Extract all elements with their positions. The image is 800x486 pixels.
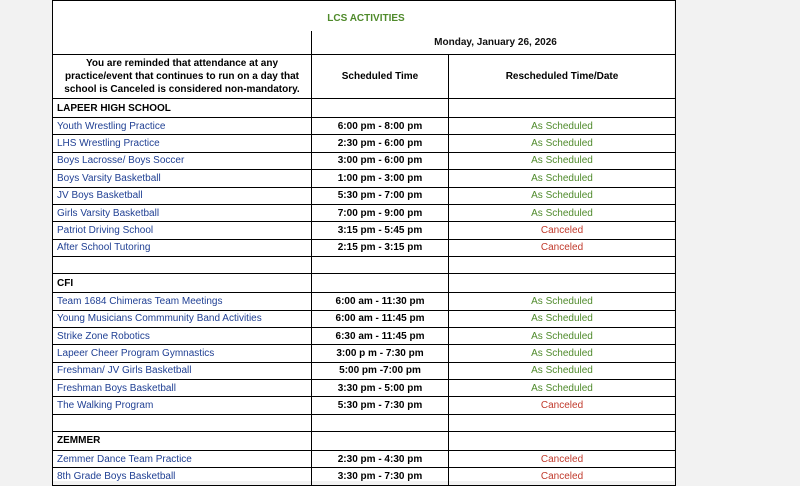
status-scheduled: As Scheduled [449, 204, 676, 221]
scheduled-time: 5:30 pm - 7:00 pm [312, 187, 449, 204]
status-scheduled: As Scheduled [449, 345, 676, 362]
blank-cell [312, 274, 449, 293]
section-header-row [53, 274, 676, 293]
column-header-scheduled: Scheduled Time [312, 55, 449, 99]
activity-name: Boys Lacrosse/ Boys Soccer [53, 152, 312, 169]
scheduled-time: 2:30 pm - 4:30 pm [312, 450, 449, 467]
section-title: ZEMMER [53, 431, 312, 450]
activity-name: Zemmer Dance Team Practice [53, 450, 312, 467]
status-scheduled: As Scheduled [449, 135, 676, 152]
status-canceled: Canceled [449, 239, 676, 256]
scheduled-time: 6:30 am - 11:45 pm [312, 327, 449, 344]
activity-name: Lapeer Cheer Program Gymnastics [53, 345, 312, 362]
activity-name: Team 1684 Chimeras Team Meetings [53, 293, 312, 310]
blank-cell [53, 31, 312, 55]
scheduled-time: 3:00 pm - 6:00 pm [312, 152, 449, 169]
blank-cell [53, 257, 312, 274]
scheduled-time: 6:00 am - 11:45 pm [312, 310, 449, 327]
spacer-row [53, 257, 676, 274]
scheduled-time: 2:30 pm - 6:00 pm [312, 135, 449, 152]
status-scheduled: As Scheduled [449, 380, 676, 397]
blank-cell [312, 257, 449, 274]
date-row [53, 31, 676, 55]
scheduled-time: 6:00 am - 11:30 pm [312, 293, 449, 310]
blank-cell [312, 414, 449, 431]
blank-cell [312, 99, 449, 118]
blank-cell [449, 99, 676, 118]
scheduled-time: 6:00 pm - 8:00 pm [312, 118, 449, 135]
scheduled-time: 1:00 pm - 3:00 pm [312, 170, 449, 187]
table-row [53, 397, 676, 414]
table-row [53, 204, 676, 221]
column-header-rescheduled: Rescheduled Time/Date [449, 55, 676, 99]
title-row [53, 1, 676, 31]
scheduled-time: 5:00 pm -7:00 pm [312, 362, 449, 379]
table-row [53, 380, 676, 397]
status-canceled: Canceled [449, 397, 676, 414]
table-row [53, 450, 676, 467]
table-row [53, 187, 676, 204]
scheduled-time: 3:00 p m - 7:30 pm [312, 345, 449, 362]
page-margin [0, 0, 52, 481]
status-canceled: Canceled [449, 468, 676, 485]
activity-name: After School Tutoring [53, 239, 312, 256]
table-row [53, 293, 676, 310]
table-row [53, 152, 676, 169]
status-canceled: Canceled [449, 450, 676, 467]
activity-name: Girls Varsity Basketball [53, 204, 312, 221]
table-row [53, 327, 676, 344]
status-scheduled: As Scheduled [449, 327, 676, 344]
activity-name: Freshman Boys Basketball [53, 380, 312, 397]
activity-name: Patriot Driving School [53, 222, 312, 239]
status-scheduled: As Scheduled [449, 310, 676, 327]
table-row [53, 310, 676, 327]
activity-name: Freshman/ JV Girls Basketball [53, 362, 312, 379]
activity-name: Strike Zone Robotics [53, 327, 312, 344]
blank-cell [449, 414, 676, 431]
blank-cell [449, 274, 676, 293]
page-title: LCS ACTIVITIES [53, 1, 676, 31]
blank-cell [449, 431, 676, 450]
activity-name: Young Musicians Commmunity Band Activities [53, 310, 312, 327]
scheduled-time: 7:00 pm - 9:00 pm [312, 204, 449, 221]
scheduled-time: 3:30 pm - 7:30 pm [312, 468, 449, 485]
table-row [53, 135, 676, 152]
table-row [53, 468, 676, 485]
table-row [53, 239, 676, 256]
blank-cell [53, 414, 312, 431]
attendance-notice: You are reminded that attendance at any practice/event that continues to run on a day that school is Canceled is considered non-mandatory. [53, 55, 312, 99]
status-scheduled: As Scheduled [449, 362, 676, 379]
blank-cell [449, 257, 676, 274]
activity-name: 8th Grade Boys Basketball [53, 468, 312, 485]
activity-name: Boys Varsity Basketball [53, 170, 312, 187]
status-scheduled: As Scheduled [449, 293, 676, 310]
section-title: LAPEER HIGH SCHOOL [53, 99, 312, 118]
blank-cell [312, 431, 449, 450]
activity-name: JV Boys Basketball [53, 187, 312, 204]
scheduled-time: 3:30 pm - 5:00 pm [312, 380, 449, 397]
activities-table [52, 0, 676, 486]
table-row [53, 362, 676, 379]
table-row [53, 118, 676, 135]
spacer-row [53, 414, 676, 431]
table-row [53, 222, 676, 239]
status-scheduled: As Scheduled [449, 152, 676, 169]
status-scheduled: As Scheduled [449, 187, 676, 204]
scheduled-time: 5:30 pm - 7:30 pm [312, 397, 449, 414]
section-header-row [53, 431, 676, 450]
status-scheduled: As Scheduled [449, 118, 676, 135]
schedule-date: Monday, January 26, 2026 [312, 31, 676, 55]
table-row [53, 345, 676, 362]
activity-name: LHS Wrestling Practice [53, 135, 312, 152]
status-canceled: Canceled [449, 222, 676, 239]
table-row [53, 170, 676, 187]
status-scheduled: As Scheduled [449, 170, 676, 187]
section-title: CFI [53, 274, 312, 293]
header-row [53, 55, 676, 99]
activity-name: The Walking Program [53, 397, 312, 414]
activity-name: Youth Wrestling Practice [53, 118, 312, 135]
scheduled-time: 3:15 pm - 5:45 pm [312, 222, 449, 239]
scheduled-time: 2:15 pm - 3:15 pm [312, 239, 449, 256]
section-header-row [53, 99, 676, 118]
